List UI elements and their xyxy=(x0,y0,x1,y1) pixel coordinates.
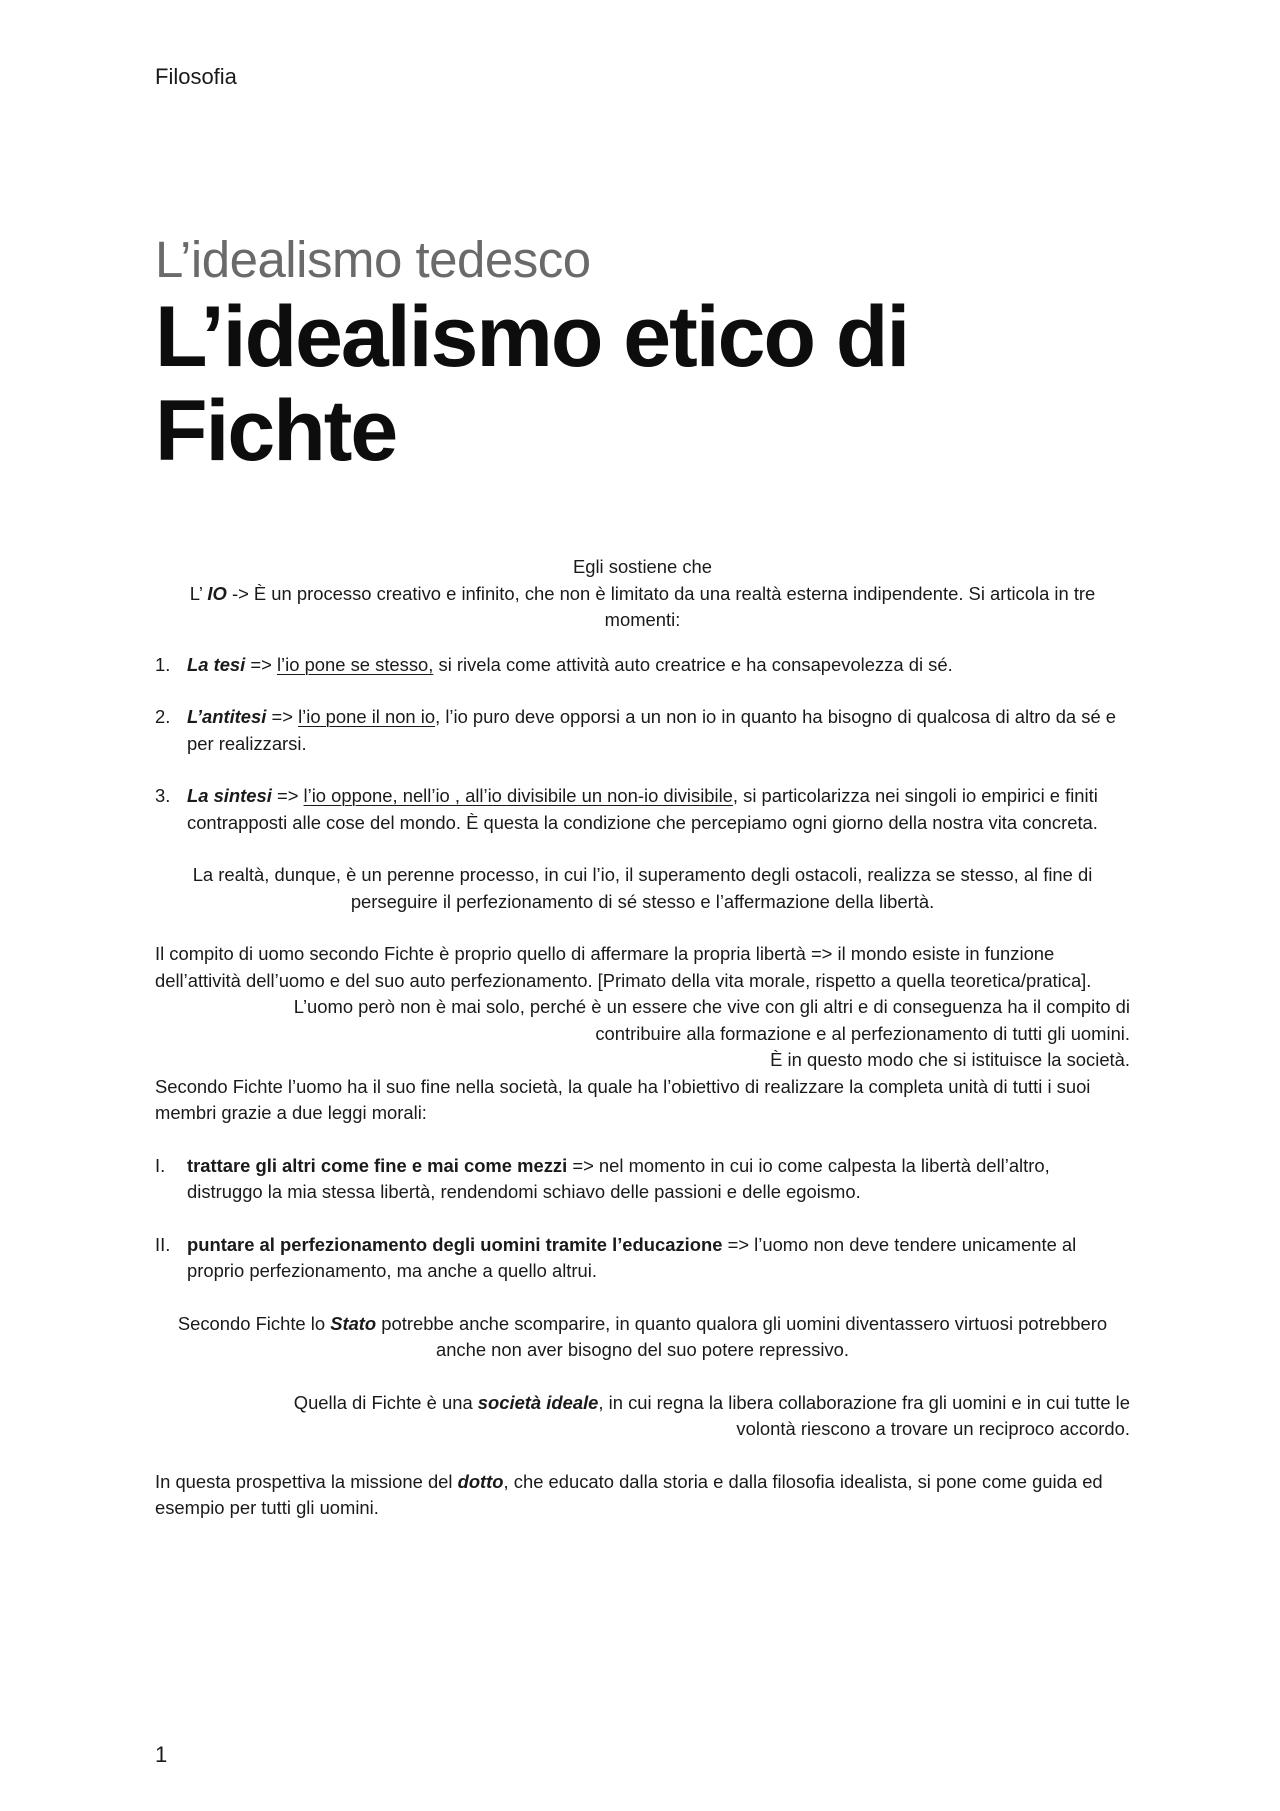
list-item-antitesi xyxy=(155,704,1130,757)
ideal-prefix: Quella di Fichte è una xyxy=(293,1391,478,1413)
scholar-paragraph xyxy=(155,1469,1130,1522)
intro-paragraph xyxy=(155,554,1130,634)
moment-term: L’antitesi xyxy=(187,706,267,727)
state-paragraph xyxy=(155,1311,1130,1364)
ideal-line xyxy=(155,1390,1130,1417)
moment-underlined: l’io oppone, nell’io , all’io divisibile un non-io divisibile xyxy=(303,785,733,806)
moment-text: si rivela come attività auto creatrice e ha consapevolezza di sé. xyxy=(433,653,953,675)
state-term: Stato xyxy=(330,1312,377,1334)
list-number: 3. xyxy=(155,785,171,806)
scholar-term: dotto xyxy=(457,1470,504,1492)
law-number: II. xyxy=(155,1233,171,1255)
state-text: potrebbe anche scomparire, in quanto qualora gli uomini diventassero virtuosi potrebbero anche non aver bisogno del suo potere repressivo. xyxy=(376,1312,1108,1360)
page-header: Filosofia xyxy=(155,64,237,89)
moment-arrow: => xyxy=(266,706,299,727)
intro-line: Egli sostiene che xyxy=(572,556,713,577)
document-body xyxy=(155,554,1130,1522)
io-term: IO xyxy=(207,582,227,604)
state-prefix: Secondo Fichte lo xyxy=(177,1312,331,1334)
ideal-line: volontà riescono a trovare un reciproco accordo. xyxy=(736,1418,1130,1439)
moment-underlined: l’io pone il non io xyxy=(298,706,436,727)
list-item-sintesi xyxy=(155,783,1130,836)
law-term: trattare gli altri come fine e mai come mezzi xyxy=(187,1154,568,1176)
not-alone-line: L’uomo però non è mai solo, perché è un essere che vive con gli altri e di conseguenza ha il compito di xyxy=(293,996,1130,1017)
moment-term: La tesi xyxy=(187,653,246,675)
list-number: 2. xyxy=(155,706,171,727)
ideal-text: , in cui regna la libera collaborazione fra gli uomini e in cui tutte le xyxy=(598,1391,1130,1413)
moment-arrow: => xyxy=(245,653,277,675)
law-number: I. xyxy=(155,1154,166,1176)
society-paragraph: Secondo Fichte l’uomo ha il suo fine nella società, la quale ha l’obiettivo di realizzare la completa unità di tutti i suoi membri grazie a due leggi morali: xyxy=(155,1075,1091,1123)
task-paragraph: Il compito di uomo secondo Fichte è proprio quello di affermare la propria libertà => il mondo esiste in funzione dell’attività dell’uomo e del suo auto perfezionamento. [Primato della vita morale, rispetto a quella teoretica/pratica]. xyxy=(155,943,1092,991)
law-text: => l’uomo non deve tendere unicamente al proprio perfezionamento, ma anche a quello altrui. xyxy=(187,1233,1077,1281)
document-title: L’idealismo etico di Fichte xyxy=(155,289,909,479)
moment-text: , l’io puro deve opporsi a un non io in quanto ha bisogno di qualcosa di altro da sé e per realizzarsi. xyxy=(187,706,1117,754)
document-subtitle: L’idealismo tedesco xyxy=(155,231,591,288)
scholar-prefix: In questa prospettiva la missione del xyxy=(155,1470,458,1492)
io-definition xyxy=(155,581,1130,634)
scholar-text: , che educato dalla storia e dalla filosofia idealista, si pone come guida ed esempio per tutti gli uomini. xyxy=(155,1470,1103,1518)
reality-paragraph: La realtà, dunque, è un perenne processo, in cui l’io, il superamento degli ostacoli, realizza se stesso, al fine di perseguire il perfezionamento di sé stesso e l’affermazione della libertà. xyxy=(192,864,1093,912)
law-item-1 xyxy=(155,1153,1130,1206)
not-alone-paragraph xyxy=(155,994,1130,1074)
ideal-term: società ideale xyxy=(477,1391,599,1413)
law-term: puntare al perfezionamento degli uomini tramite l’educazione xyxy=(187,1233,723,1255)
page-number: 1 xyxy=(155,1742,168,1767)
not-alone-line: contribuire alla formazione e al perfezionamento di tutti gli uomini. xyxy=(595,1022,1130,1044)
moment-arrow: => xyxy=(271,785,304,806)
ideal-society-paragraph xyxy=(155,1390,1130,1443)
moment-underlined: l’io pone se stesso, xyxy=(276,653,434,675)
io-prefix: L’ xyxy=(189,582,208,604)
law-item-2 xyxy=(155,1232,1130,1285)
law-text: => nel momento in cui io come calpesta la libertà dell’altro, distruggo la mia stessa libertà, rendendomi schiavo delle passioni e delle egoismo. xyxy=(187,1154,1050,1202)
moment-term: La sintesi xyxy=(187,785,272,806)
list-item-tesi xyxy=(155,652,1130,679)
list-number: 1. xyxy=(155,653,171,675)
moment-text: , si particolarizza nei singoli io empirici e finiti contrapposti alle cose del mondo. È questa la condizione che percepiamo ogni giorno della nostra vita concreta. xyxy=(187,785,1098,833)
not-alone-line: È in questo modo che si istituisce la società. xyxy=(770,1049,1130,1070)
io-text: -> È un processo creativo e infinito, che non è limitato da una realtà esterna indipendente. Si articola in tre momenti: xyxy=(226,582,1096,630)
